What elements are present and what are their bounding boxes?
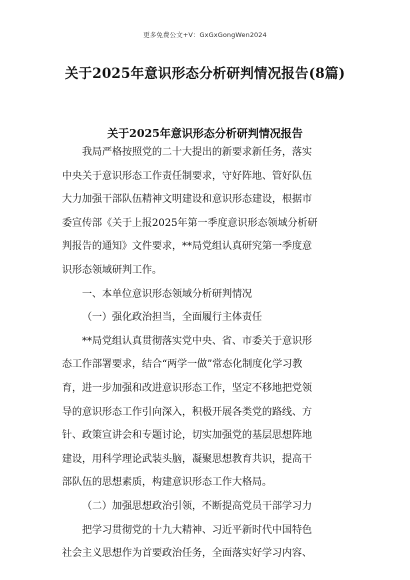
paragraph-line: 判报告的通知》文件要求，**局党组认真研究第一季度意 — [62, 241, 312, 253]
header-note: 更多免费公文+V：GxGxGongWen2024 — [143, 31, 267, 39]
paragraph-line: 识形态领域研判工作。 — [62, 264, 162, 276]
paragraph-line: **局党组认真贯彻落实党中央、省、市委关于意识形 — [82, 335, 312, 347]
paragraph-line: 针、政策宣讲会和专题讨论，切实加强党的基层思想阵地 — [62, 430, 312, 442]
paragraph-line: 社会主义思想作为首要政治任务，全面落实好学习内容、 — [62, 548, 312, 560]
subsection-heading: （一）强化政治担当，全面履行主体责任 — [82, 312, 262, 324]
section-title: 关于2025年意识形态分析研判情况报告 — [107, 127, 303, 140]
paragraph-line: 中央关于意识形态工作责任制要求，守好阵地、管好队伍 — [62, 170, 312, 182]
paragraph-line: 建设，用科学理论武装头脑，凝聚思想教育共识，提高干 — [62, 453, 312, 465]
paragraph-line: 部队伍的思想素质，构建意识形态工作大格局。 — [62, 477, 272, 489]
paragraph-line: 导的意识形态工作引向深入，积极开展各类党的路线、方 — [62, 406, 312, 418]
section-heading: 一、本单位意识形态领域分析研判情况 — [82, 288, 252, 300]
paragraph-line: 我局严格按照党的二十大提出的新要求新任务，落实 — [82, 147, 312, 158]
paragraph-line: 育，进一步加强和改进意识形态工作，坚定不移地把党领 — [62, 382, 312, 394]
paragraph-line: 委宣传部《关于上报2025年第一季度意识形态领域分析研 — [62, 217, 318, 229]
paragraph-line: 态工作部署要求，结合“两学一做”常态化制度化学习教 — [62, 359, 303, 371]
subsection-heading: （二）加强思想政治引领，不断提高党员干部学习力 — [82, 500, 312, 512]
paragraph-line: 把学习贯彻党的十九大精神、习近平新时代中国特色 — [82, 524, 312, 536]
document-title: 关于2025年意识形态分析研判情况报告(8篇) — [64, 66, 346, 82]
paragraph-line: 大力加强干部队伍精神文明建设和意识形态建设，根据市 — [62, 194, 312, 206]
report-body — [62, 141, 348, 566]
